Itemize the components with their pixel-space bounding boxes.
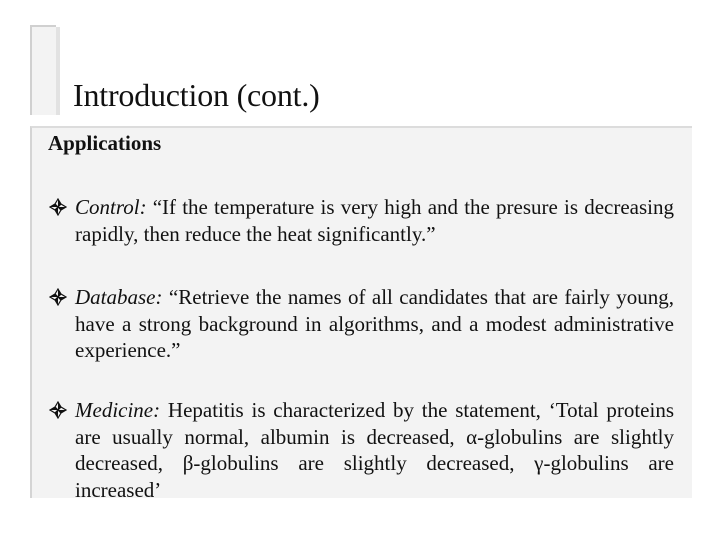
bullet-body: “If the temperature is very high and the presure is decreasing rapidly, then reduce the heat significantly.” <box>75 195 674 246</box>
diamond-cross-bullet-icon <box>49 198 67 216</box>
bullet-text <box>75 397 674 503</box>
title-frame-decoration <box>30 25 56 115</box>
bullet-item-medicine <box>49 397 674 503</box>
bullet-text <box>75 284 674 364</box>
bullet-term: Control: <box>75 195 147 219</box>
bullet-text <box>75 194 674 247</box>
bullet-term: Medicine: <box>75 398 161 422</box>
bullet-item-control <box>49 194 674 247</box>
bullet-term: Database: <box>75 285 163 309</box>
bullet-body: “Retrieve the names of all candidates that are fairly young, have a strong background in algorithms, and a modest administrative experience.” <box>75 285 674 362</box>
diamond-cross-bullet-icon <box>49 288 67 306</box>
diamond-cross-bullet-icon <box>49 401 67 419</box>
page-title: Introduction (cont.) <box>73 77 320 114</box>
section-heading: Applications <box>48 131 162 155</box>
bullet-body: Hepatitis is characterized by the statement, ‘Total proteins are usually normal, albumin is decreased, α-globulins are slightly decreased, β-globulins are slightly decreased, γ-globulins are increased’ <box>75 398 674 502</box>
bullet-item-database <box>49 284 674 364</box>
